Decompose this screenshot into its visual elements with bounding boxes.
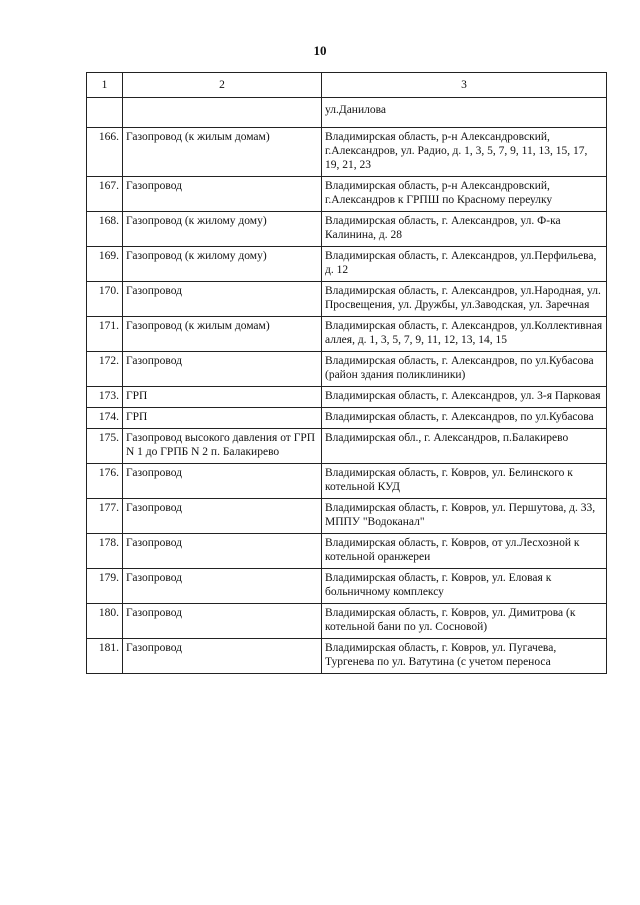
table-row	[87, 499, 607, 534]
row-address: Владимирская обл., г. Александров, п.Балакирево	[322, 429, 607, 464]
row-number: 170.	[87, 282, 123, 317]
table-row-continuation	[87, 98, 607, 128]
row-object-name	[123, 98, 322, 128]
row-object-name: Газопровод (к жилому дому)	[123, 247, 322, 282]
row-number: 172.	[87, 352, 123, 387]
row-object-name: Газопровод (к жилым домам)	[123, 317, 322, 352]
table-row	[87, 569, 607, 604]
row-object-name: Газопровод	[123, 352, 322, 387]
row-number: 181.	[87, 639, 123, 674]
row-object-name: Газопровод	[123, 177, 322, 212]
row-address: Владимирская область, г. Александров, по ул.Кубасова	[322, 408, 607, 429]
row-object-name: Газопровод	[123, 499, 322, 534]
row-address: Владимирская область, г. Ковров, ул. Еловая к больничному комплексу	[322, 569, 607, 604]
row-number: 174.	[87, 408, 123, 429]
row-object-name: Газопровод высокого давления от ГРП N 1 до ГРПБ N 2 п. Балакирево	[123, 429, 322, 464]
row-number: 171.	[87, 317, 123, 352]
table-header-row	[87, 73, 607, 98]
row-number: 167.	[87, 177, 123, 212]
row-address: Владимирская область, г. Александров, ул.Перфильева, д. 12	[322, 247, 607, 282]
row-object-name: Газопровод	[123, 639, 322, 674]
row-address: Владимирская область, г. Ковров, ул. Першутова, д. 33, МППУ "Водоканал"	[322, 499, 607, 534]
row-number: 180.	[87, 604, 123, 639]
table-row	[87, 177, 607, 212]
row-object-name: Газопровод	[123, 464, 322, 499]
row-object-name: Газопровод	[123, 569, 322, 604]
row-address: Владимирская область, г. Ковров, от ул.Лесхозной к котельной оранжереи	[322, 534, 607, 569]
row-address: Владимирская область, г. Александров, ул. Ф-ка Калинина, д. 28	[322, 212, 607, 247]
row-object-name: ГРП	[123, 387, 322, 408]
table-row	[87, 317, 607, 352]
row-number: 177.	[87, 499, 123, 534]
table-row	[87, 247, 607, 282]
row-address: Владимирская область, р-н Александровский, г.Александров к ГРПШ по Красному переулку	[322, 177, 607, 212]
row-number: 168.	[87, 212, 123, 247]
row-object-name: Газопровод (к жилому дому)	[123, 212, 322, 247]
table-row	[87, 282, 607, 317]
row-address: Владимирская область, г. Ковров, ул. Димитрова (к котельной бани по ул. Сосновой)	[322, 604, 607, 639]
row-object-name: Газопровод	[123, 282, 322, 317]
row-number: 178.	[87, 534, 123, 569]
row-object-name: Газопровод	[123, 534, 322, 569]
row-address: Владимирская область, г. Ковров, ул. Пугачева, Тургенева по ул. Ватутина (с учетом переноса	[322, 639, 607, 674]
row-address: Владимирская область, р-н Александровский, г.Александров, ул. Радио, д. 1, 3, 5, 7, 9, 11, 13, 15, 17, 19, 21, 23	[322, 128, 607, 177]
table-row	[87, 464, 607, 499]
row-object-name: Газопровод	[123, 604, 322, 639]
table-row	[87, 639, 607, 674]
row-number: 169.	[87, 247, 123, 282]
row-address: Владимирская область, г. Александров, ул. 3-я Парковая	[322, 387, 607, 408]
table-row	[87, 534, 607, 569]
table-row	[87, 408, 607, 429]
table-row	[87, 212, 607, 247]
header-col-2: 2	[123, 73, 322, 98]
table-row	[87, 387, 607, 408]
row-number: 166.	[87, 128, 123, 177]
row-number: 173.	[87, 387, 123, 408]
row-address: ул.Данилова	[322, 98, 607, 128]
row-address: Владимирская область, г. Ковров, ул. Белинского к котельной КУД	[322, 464, 607, 499]
facilities-table	[86, 72, 607, 674]
table-row	[87, 352, 607, 387]
page-number: 10	[313, 43, 327, 58]
header-col-1: 1	[87, 73, 123, 98]
row-address: Владимирская область, г. Александров, ул.Коллективная аллея, д. 1, 3, 5, 7, 9, 11, 12, 13, 14, 15	[322, 317, 607, 352]
row-address: Владимирская область, г. Александров, по ул.Кубасова (район здания поликлиники)	[322, 352, 607, 387]
header-col-3: 3	[322, 73, 607, 98]
table-row	[87, 604, 607, 639]
row-object-name: ГРП	[123, 408, 322, 429]
row-number: 176.	[87, 464, 123, 499]
row-address: Владимирская область, г. Александров, ул.Народная, ул. Просвещения, ул. Дружбы, ул.Заводская, ул. Заречная	[322, 282, 607, 317]
table-row	[87, 128, 607, 177]
table-row	[87, 429, 607, 464]
row-number: 179.	[87, 569, 123, 604]
row-number	[87, 98, 123, 128]
row-number: 175.	[87, 429, 123, 464]
row-object-name: Газопровод (к жилым домам)	[123, 128, 322, 177]
